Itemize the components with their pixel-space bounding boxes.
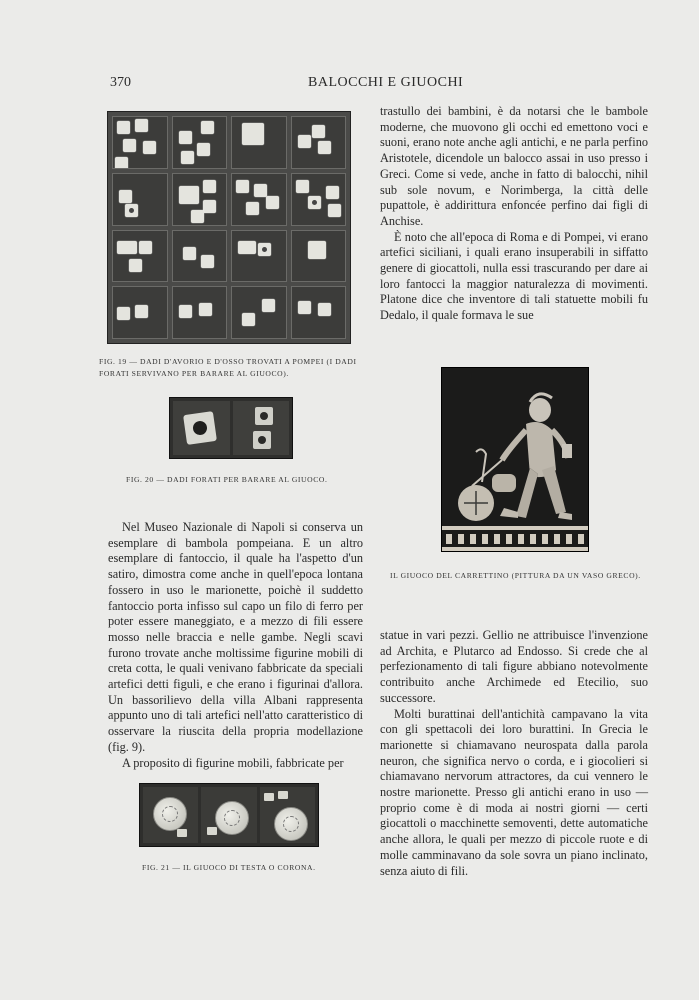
figure-21-caption: FIG. 21 — IL GIUOCO DI TESTA O CORONA. (142, 863, 316, 872)
dice-compartment (291, 286, 347, 339)
paragraph: Nel Museo Nazionale di Napoli si conserva un esemplare di bambola pompeiana. E un altro esemplare di fantoccio, il quale ha l'aspetto d'un satiro, dimostra come anche in quell'epoca lontana fossero in uso le marionette, poichè il suddetto fantoccio porta infisso sul capo un filo di ferro per poter essere maneggiato, e a mezzo di fili essere mosso nelle braccia e nelle gambe. Negli scavi furono trovate anche moltissime figurine mobili di creta cotta, le quali venivano fabbricate da speciali artefici detti figuli, e che erano i figurinai d'allora. Un bassorilievo della villa Albani rappresenta appunto uno di tali artefici nell'atto caratteristico di osservare la riuscita della propria modellazione (fig. 9). (108, 520, 363, 754)
dice-compartment (112, 116, 168, 169)
vase-painting-image (441, 367, 589, 552)
paragraph: trastullo dei bambini, è da notarsi che le bambole moderne, che muovono gli occhi ed emettono voci e suoni, erano note anche agli antichi, e ne parla perfino Aristotele, dicendole un balocco assai in uso presso i Greci. Come si vede, anche in fatto di balocchi, nihil sub sole novum, e Norimberga, la città delle pupattole, è addirittura enfoncée perfino dai figli di Anchise. (380, 104, 648, 228)
figure-19-caption-line2: FORATI SERVIVANO PER BARARE AL GIUOCO). (99, 369, 289, 378)
dice-compartment (172, 230, 228, 283)
figure-19-caption (99, 356, 369, 380)
photo-panel (143, 787, 198, 843)
right-column-top-text (380, 104, 648, 324)
figure-21-coins-photo (139, 783, 319, 847)
dice-compartment (231, 286, 287, 339)
figure-20-caption: FIG. 20 — DADI FORATI PER BARARE AL GIUOCO. (126, 475, 328, 484)
dice-compartment (172, 116, 228, 169)
page-number: 370 (110, 75, 131, 90)
dice-compartment (112, 230, 168, 283)
figure-19-caption-line1: FIG. 19 — DADI D'AVORIO E D'OSSO TROVATI A POMPEI (I DADI (99, 357, 357, 366)
dice-compartment (231, 230, 287, 283)
figure-19-dice-photo (107, 111, 351, 344)
paragraph: statue in vari pezzi. Gellio ne attribuisce l'invenzione ad Archita, e Plutarco ad Endosso. Si crede che al perfezionamento di tali figure abbiano notevolmente contribuito anche Archimede ed Etecilio, suo successore. (380, 628, 648, 705)
cart-game-illustration (442, 368, 588, 551)
dice-compartment (112, 173, 168, 226)
dice-compartment (231, 173, 287, 226)
running-head: BALOCCHI E GIUOCHI (308, 75, 464, 90)
dice-compartment (112, 286, 168, 339)
vase-caption: IL GIUOCO DEL CARRETTINO (PITTURA DA UN VASO GRECO). (390, 571, 641, 580)
paragraph: È noto che all'epoca di Roma e di Pompei, vi erano artefici siciliani, i quali erano insuperabili in siffatto genere di giocattoli, nulla essi trascurando per dare ai loro fantocci la maggior naturalezza di movimenti. Platone dice che inventore di tali statuette mobili fu Dedalo, il quale formava le sue (380, 229, 648, 323)
right-column-bottom-text (380, 628, 648, 879)
photo-panel (173, 401, 230, 455)
dice-compartment (172, 286, 228, 339)
paragraph: A proposito di figurine mobili, fabbricate per (122, 755, 344, 770)
dice-compartment (291, 116, 347, 169)
dice-compartment (231, 116, 287, 169)
dice-compartment (172, 173, 228, 226)
paragraph: Molti burattinai dell'antichità campavano la vita con gli spettacoli dei loro burattini. In Grecia le marionette si chiamavano neurospata dalla parola neuron, che significa nervo o corda, e i giocolieri si chiamavano nervorum attractores, da cui vennero le nostre marionette. Presso gli antichi erano in uso — proprio come è di moda ai nostri giorni — certi giocattoli o macchinette semoventi, dette automatiche anche allora, le quali per mezzo di piccole ruote e di molle camminavano da sole sovra un piano inclinato, senza aiuto di fili. (380, 706, 648, 878)
dice-compartment (291, 173, 347, 226)
photo-panel (201, 787, 256, 843)
left-column-text (108, 520, 363, 771)
dice-compartment (291, 230, 347, 283)
figure-20-dice-photo (169, 397, 293, 459)
photo-panel (260, 787, 315, 843)
photo-panel (233, 401, 290, 455)
